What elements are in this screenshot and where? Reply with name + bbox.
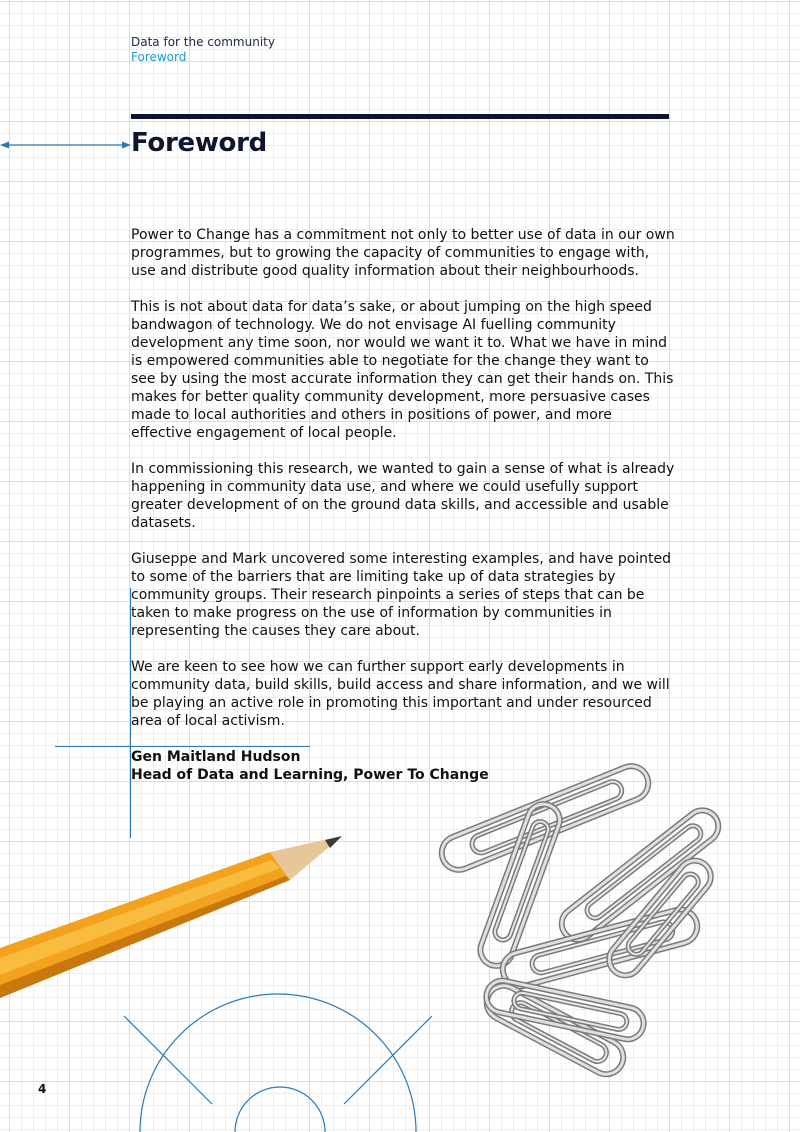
circle-guide-graphic xyxy=(124,994,432,1132)
author-name: Gen Maitland Hudson xyxy=(131,749,301,765)
author-role: Head of Data and Learning, Power To Change xyxy=(131,767,489,783)
paragraph-4: Giuseppe and Mark uncovered some interesting examples, and have pointed to some of the barriers that are limiting take up of data strategies by community groups. Their research pinpoints a series of steps that can be taken to make progress on the use of information by communities in representing the causes they care about. xyxy=(131,551,672,639)
page-title: Foreword xyxy=(131,128,267,158)
paragraph-5: We are keen to see how we can further support early developments in community data, build skills, build access and share information, and we will be playing an active role in promoting this important and under resourced area of local activism. xyxy=(131,659,670,729)
paperclips-icon xyxy=(437,761,725,1080)
publication-title: Data for the community xyxy=(131,35,275,49)
paragraph-2: This is not about data for data’s sake, or about jumping on the high speed bandwagon of technology. We do not envisage AI fuelling community development any time soon, nor would we want it to. What we have in mind is empowered communities able to negotiate for the change they want to see by using the most accurate information they can get their hands on. This makes for better quality community development, more persuasive cases made to local authorities and others in positions of power, and more effective engagement of local people. xyxy=(131,299,674,441)
paragraph-3: In commissioning this research, we wanted to gain a sense of what is already happening in community data use, and where we could usefully support greater development of on the ground data skills, and accessible and usable datasets. xyxy=(131,461,675,531)
pencil-icon xyxy=(0,836,342,998)
page-number: 4 xyxy=(38,1082,47,1096)
paragraph-1: Power to Change has a commitment not only to better use of data in our own programmes, but to growing the capacity of communities to engage with, use and distribute good quality information about their neighbourhoods. xyxy=(131,227,675,279)
section-name: Foreword xyxy=(131,50,187,64)
